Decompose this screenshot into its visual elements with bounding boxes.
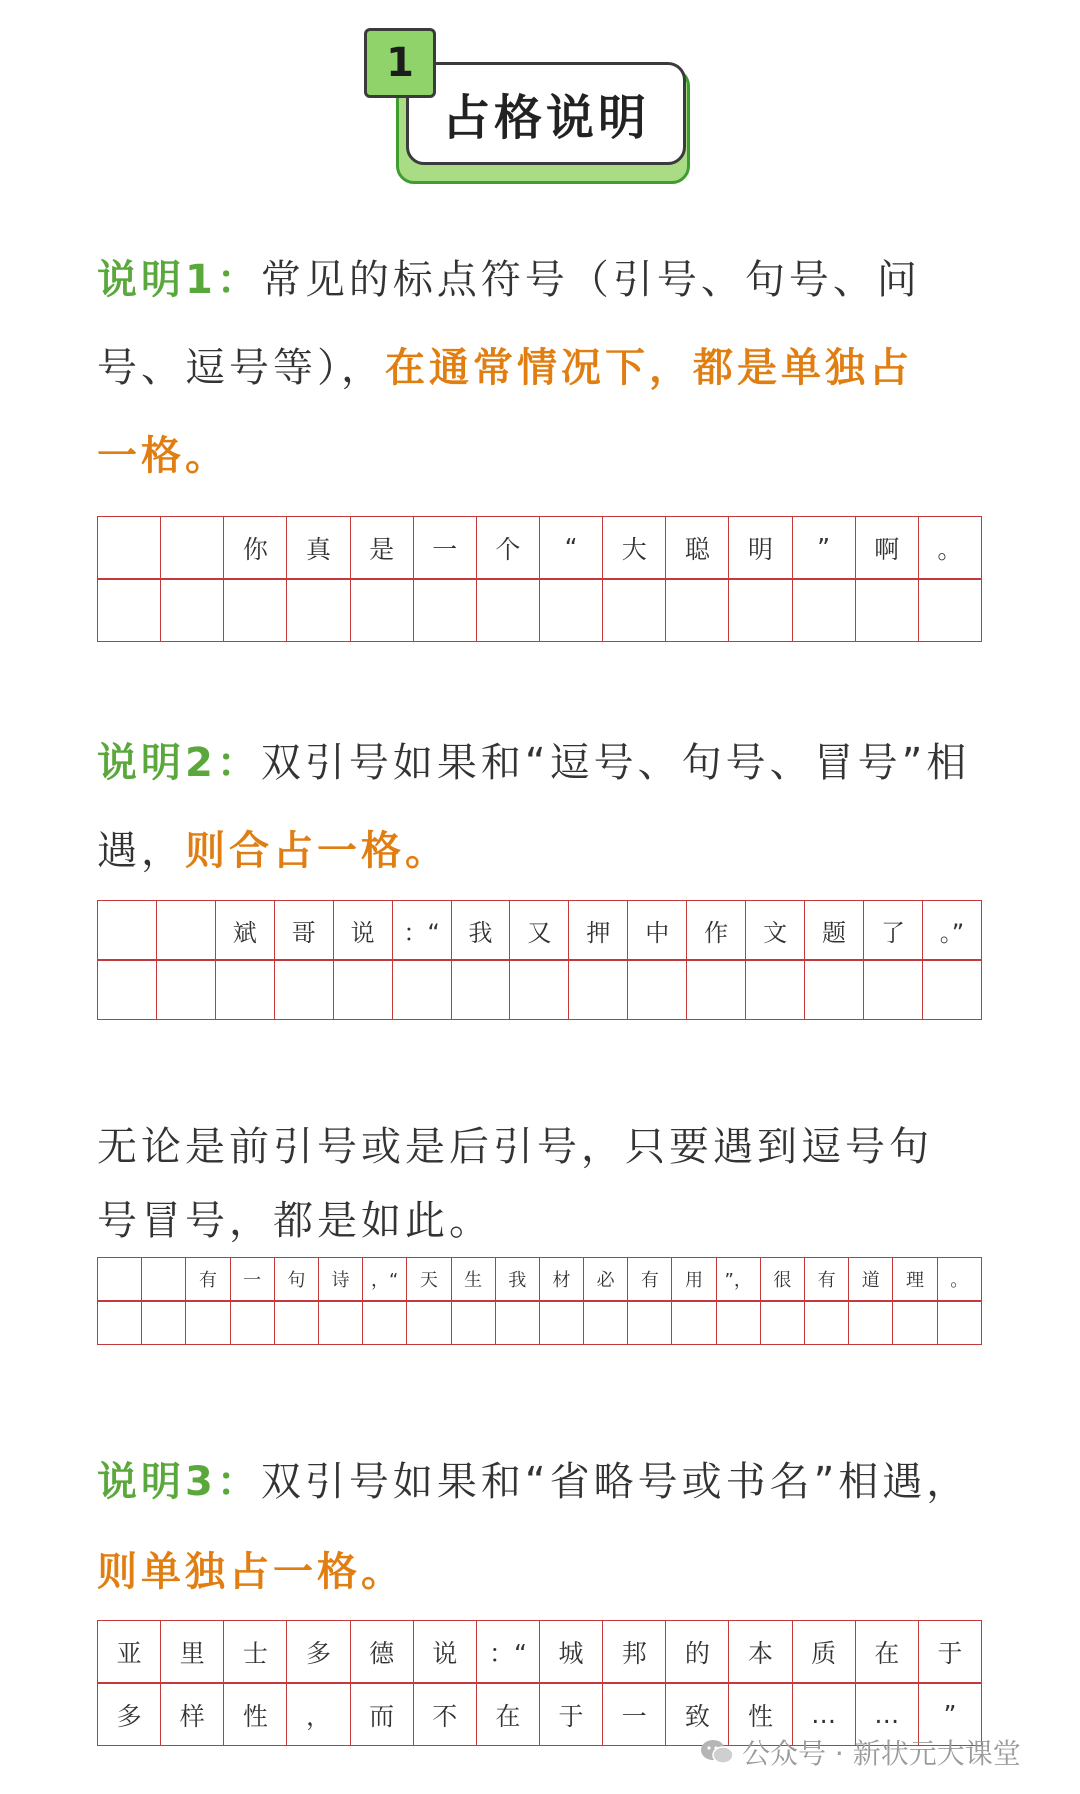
grid-cell: [156, 901, 215, 961]
grid-cell: 邦: [603, 1621, 666, 1684]
grid-cell: 押: [569, 901, 628, 961]
grid-cell: 有: [805, 1258, 849, 1302]
section-2-line-2: [97, 826, 449, 876]
grid-cell: [893, 1301, 937, 1345]
grid-row: [98, 960, 982, 1020]
grid-cell: 我: [495, 1258, 539, 1302]
writing-grid-2: [97, 900, 982, 1020]
grid-cell: 我: [451, 901, 510, 961]
grid-cell: 了: [863, 901, 922, 961]
section-3-line-2: [97, 1547, 405, 1597]
grid-cell: [584, 1301, 628, 1345]
grid-cell: [318, 1301, 362, 1345]
grid-cell: 致: [666, 1683, 729, 1746]
grid-cell: 一: [603, 1683, 666, 1746]
grid-cell: [805, 1301, 849, 1345]
grid-cell: 亚: [98, 1621, 161, 1684]
grid-cell: 道: [849, 1258, 893, 1302]
section-1-line-2: [97, 343, 913, 393]
grid-cell: 样: [161, 1683, 224, 1746]
section-2b-line-1: 无论是前引号或是后引号，只要遇到逗号句: [97, 1124, 933, 1170]
grid-cell: 于: [539, 1683, 602, 1746]
grid-row: [98, 517, 982, 580]
grid-cell: 。: [918, 517, 981, 580]
section-1-text-2: 号、逗号等），: [97, 345, 385, 391]
grid-row: [98, 1258, 982, 1302]
section-1-emphasis-1: 在通常情况下，都是单独占: [385, 345, 913, 391]
grid-cell: 。”: [922, 901, 981, 961]
watermark-text: 公众号 · 新状元大课堂: [742, 1737, 1021, 1770]
grid-cell: [922, 960, 981, 1020]
grid-cell: 在: [476, 1683, 539, 1746]
grid-cell: [142, 1301, 186, 1345]
grid-row: [98, 1301, 982, 1345]
grid-cell: 文: [746, 901, 805, 961]
grid-cell: 德: [350, 1621, 413, 1684]
grid-cell: [805, 960, 864, 1020]
grid-cell: [569, 960, 628, 1020]
grid-cell: [98, 579, 161, 642]
grid-cell: [98, 1301, 142, 1345]
header-title: 占格说明: [406, 62, 686, 165]
grid-cell: [855, 579, 918, 642]
grid-cell: [849, 1301, 893, 1345]
grid-cell: [476, 579, 539, 642]
grid-cell: 又: [510, 901, 569, 961]
section-2-emphasis: 则合占一格。: [185, 828, 449, 874]
grid-cell: 在: [855, 1621, 918, 1684]
grid-cell: 个: [476, 517, 539, 580]
grid-cell: [937, 1301, 981, 1345]
grid-row: [98, 1621, 982, 1684]
section-3-emphasis: 则单独占一格。: [97, 1549, 405, 1595]
grid-cell: 哥: [274, 901, 333, 961]
grid-cell: 一: [413, 517, 476, 580]
grid-cell: 是: [350, 517, 413, 580]
grid-cell: 。: [937, 1258, 981, 1302]
grid-cell: 士: [224, 1621, 287, 1684]
grid-cell: 性: [729, 1683, 792, 1746]
grid-cell: …: [792, 1683, 855, 1746]
grid-cell: 多: [98, 1683, 161, 1746]
grid-cell: [628, 960, 687, 1020]
grid-cell: ”: [918, 1683, 981, 1746]
grid-cell: 不: [413, 1683, 476, 1746]
grid-cell: [98, 960, 157, 1020]
grid-cell: 多: [287, 1621, 350, 1684]
section-2-label: 说明2：: [97, 740, 261, 786]
grid-cell: 理: [893, 1258, 937, 1302]
grid-cell: [792, 579, 855, 642]
grid-cell: 必: [584, 1258, 628, 1302]
grid-cell: 句: [274, 1258, 318, 1302]
section-3-text-1: 双引号如果和“省略号或书名”相遇，: [260, 1459, 971, 1505]
writing-grid-3: [97, 1257, 982, 1345]
grid-cell: 天: [407, 1258, 451, 1302]
wechat-icon: [700, 1738, 734, 1766]
grid-cell: [666, 579, 729, 642]
grid-cell: 的: [666, 1621, 729, 1684]
grid-cell: 中: [628, 901, 687, 961]
grid-cell: [760, 1301, 804, 1345]
grid-cell: [918, 579, 981, 642]
grid-cell: [603, 579, 666, 642]
grid-cell: [628, 1301, 672, 1345]
section-2-text-1: 双引号如果和“逗号、句号、冒号”相: [260, 740, 971, 786]
grid-cell: [161, 517, 224, 580]
grid-cell: ，“: [363, 1258, 407, 1302]
grid-cell: 有: [186, 1258, 230, 1302]
grid-cell: [224, 579, 287, 642]
grid-cell: 作: [687, 901, 746, 961]
grid-cell: [142, 1258, 186, 1302]
grid-row: [98, 579, 982, 642]
grid-cell: [451, 1301, 495, 1345]
grid-cell: 性: [224, 1683, 287, 1746]
grid-cell: 真: [287, 517, 350, 580]
grid-cell: [729, 579, 792, 642]
grid-cell: ：“: [392, 901, 451, 961]
section-1-line-3: [97, 431, 229, 481]
section-1-label: 说明1：: [97, 257, 261, 303]
section-2b-line-2: 号冒号，都是如此。: [97, 1198, 493, 1244]
grid-cell: [510, 960, 569, 1020]
grid-cell: 材: [539, 1258, 583, 1302]
grid-cell: [98, 1258, 142, 1302]
grid-cell: 于: [918, 1621, 981, 1684]
grid-cell: [363, 1301, 407, 1345]
grid-cell: 有: [628, 1258, 672, 1302]
grid-cell: [274, 1301, 318, 1345]
grid-cell: 质: [792, 1621, 855, 1684]
grid-cell: ”，: [716, 1258, 760, 1302]
grid-cell: 城: [539, 1621, 602, 1684]
section-2-line-1: [97, 738, 970, 788]
grid-cell: [156, 960, 215, 1020]
grid-cell: [161, 579, 224, 642]
grid-cell: ：“: [476, 1621, 539, 1684]
grid-cell: [392, 960, 451, 1020]
grid-cell: 聪: [666, 517, 729, 580]
grid-cell: 用: [672, 1258, 716, 1302]
section-1-line-1: [97, 255, 921, 305]
grid-cell: [98, 517, 161, 580]
grid-cell: [672, 1301, 716, 1345]
writing-grid-1: [97, 516, 982, 642]
watermark: [700, 1730, 1021, 1774]
grid-cell: 大: [603, 517, 666, 580]
section-2-text-2: 遇，: [97, 828, 185, 874]
grid-cell: [451, 960, 510, 1020]
grid-cell: 你: [224, 517, 287, 580]
section-3-label: 说明3：: [97, 1459, 261, 1505]
grid-cell: [746, 960, 805, 1020]
grid-cell: 本: [729, 1621, 792, 1684]
grid-cell: 里: [161, 1621, 224, 1684]
grid-cell: 斌: [215, 901, 274, 961]
grid-cell: 明: [729, 517, 792, 580]
section-3-line-1: [97, 1457, 970, 1507]
grid-cell: 说: [333, 901, 392, 961]
section-header: [364, 28, 694, 178]
grid-cell: 生: [451, 1258, 495, 1302]
grid-cell: [287, 579, 350, 642]
grid-cell: [230, 1301, 274, 1345]
header-number-badge: 1: [364, 28, 436, 98]
grid-cell: 一: [230, 1258, 274, 1302]
section-1-emphasis-2: 一格。: [97, 433, 229, 479]
grid-cell: [687, 960, 746, 1020]
grid-cell: [863, 960, 922, 1020]
grid-cell: 题: [805, 901, 864, 961]
grid-cell: [350, 579, 413, 642]
grid-cell: “: [539, 517, 602, 580]
grid-cell: …: [855, 1683, 918, 1746]
grid-cell: ，: [287, 1683, 350, 1746]
writing-grid-4: [97, 1620, 982, 1746]
grid-cell: 啊: [855, 517, 918, 580]
grid-cell: 而: [350, 1683, 413, 1746]
grid-cell: [539, 1301, 583, 1345]
grid-cell: 诗: [318, 1258, 362, 1302]
grid-cell: [413, 579, 476, 642]
grid-cell: [274, 960, 333, 1020]
grid-cell: ”: [792, 517, 855, 580]
grid-row: [98, 901, 982, 961]
grid-cell: [333, 960, 392, 1020]
grid-cell: [186, 1301, 230, 1345]
grid-cell: 很: [760, 1258, 804, 1302]
grid-cell: [407, 1301, 451, 1345]
section-1-text-1: 常见的标点符号（引号、句号、问: [260, 257, 921, 303]
grid-cell: [215, 960, 274, 1020]
grid-cell: [495, 1301, 539, 1345]
grid-cell: 说: [413, 1621, 476, 1684]
grid-cell: [716, 1301, 760, 1345]
grid-cell: [539, 579, 602, 642]
grid-cell: [98, 901, 157, 961]
